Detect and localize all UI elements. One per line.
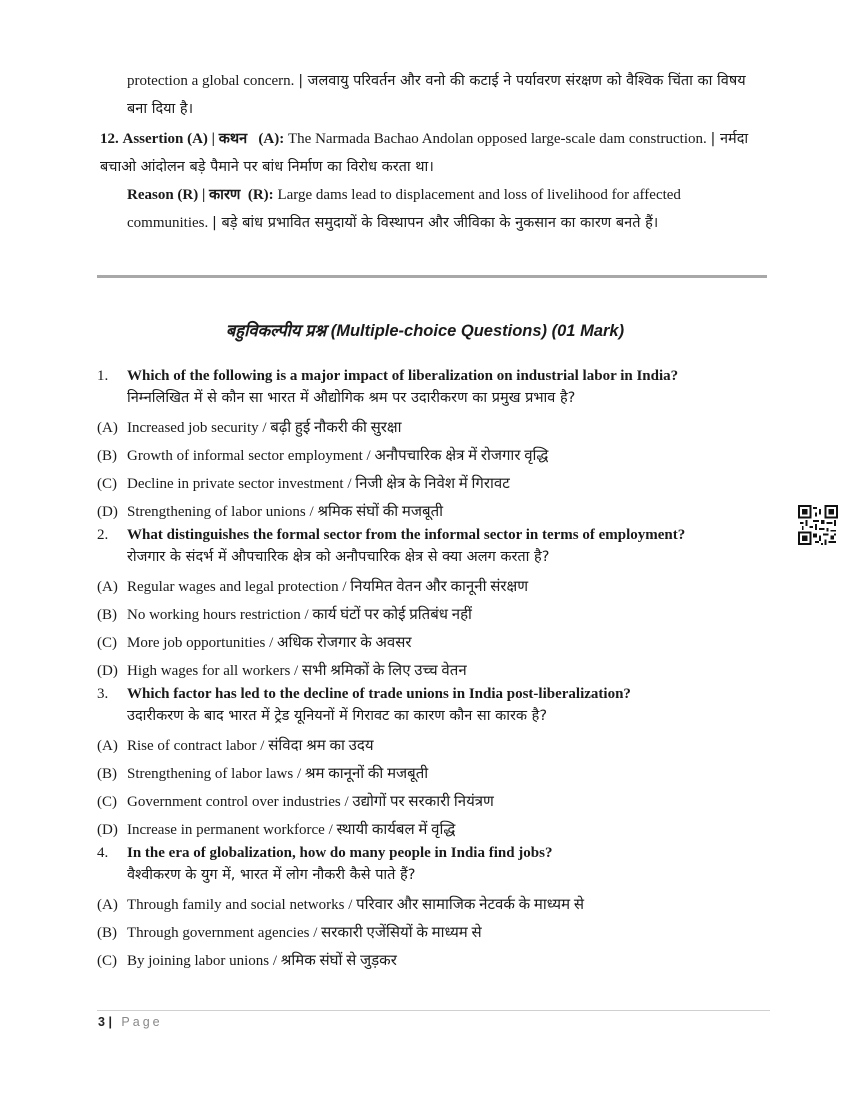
option-label: (A) xyxy=(97,579,118,595)
option-text: Strengthening of labor laws / श्रम कानूनों की मजबूती xyxy=(127,766,429,782)
assertion-block xyxy=(100,125,760,181)
mcq-question-3 xyxy=(97,684,777,844)
mcq-question-1 xyxy=(97,366,777,526)
option-label: (B) xyxy=(97,766,117,782)
option-label: (B) xyxy=(97,607,117,623)
option-text: Growth of informal sector employment / अनौपचारिक क्षेत्र में रोजगार वृद्धि xyxy=(127,448,549,464)
mcq-option xyxy=(97,470,777,498)
option-label: (D) xyxy=(97,663,118,679)
option-label: (C) xyxy=(97,635,117,651)
assertion-english: The Narmada Bachao Andolan opposed large-scale dam construction. xyxy=(288,131,707,147)
option-text: Increased job security / बढ़ी हुई नौकरी की सुरक्षा xyxy=(127,420,402,436)
mcq-option xyxy=(97,788,777,816)
assertion-tag: (A): xyxy=(258,131,285,147)
option-text: Through family and social networks / परिवार और सामाजिक नेटवर्क के माध्यम से xyxy=(127,897,584,913)
mcq-question-2 xyxy=(97,525,777,685)
carryover-english: protection a global concern. xyxy=(127,73,295,89)
qr-code-icon xyxy=(798,505,838,545)
page-footer xyxy=(98,1015,163,1029)
option-text: Government control over industries / उद्योगों पर सरकारी नियंत्रण xyxy=(127,794,494,810)
reason-english: Large dams lead to displacement and loss of livelihood for affected communities. xyxy=(127,187,681,231)
reason-label: Reason (R) | xyxy=(127,187,206,203)
reason-block xyxy=(100,181,760,237)
mcq-question-text: What distinguishes the formal sector from the informal sector in terms of employment? xyxy=(127,527,686,543)
reason-tag: (R): xyxy=(247,187,274,203)
mcq-option xyxy=(97,498,777,526)
mcq-option xyxy=(97,601,777,629)
assertion-hindi: | नर्मदा बचाओ आंदोलन बड़े पैमाने पर बांध निर्माण का विरोध करता था। xyxy=(100,131,749,175)
option-label: (C) xyxy=(97,953,117,969)
reason-hindi: | बड़े बांध प्रभावित समुदायों के विस्थापन और जीविका के नुकसान का कारण बनते हैं। xyxy=(212,215,659,231)
question-12 xyxy=(100,125,760,237)
option-label: (C) xyxy=(97,794,117,810)
option-text: By joining labor unions / श्रमिक संघों से जुड़कर xyxy=(127,953,397,969)
mcq-option xyxy=(97,657,777,685)
mcq-question-hindi: निम्नलिखित में से कौन सा भारत में औद्योगिक श्रम पर उदारीकरण का प्रमुख प्रभाव है? xyxy=(127,390,576,406)
mcq-option xyxy=(97,732,777,760)
option-label: (B) xyxy=(97,448,117,464)
mcq-question-hindi: वैश्वीकरण के युग में, भारत में लोग नौकरी कैसे पाते हैं? xyxy=(127,867,416,883)
mcq-question-text: Which factor has led to the decline of trade unions in India post-liberalization? xyxy=(127,686,631,702)
option-text: Decline in private sector investment / निजी क्षेत्र के निवेश में गिरावट xyxy=(127,476,510,492)
option-text: Through government agencies / सरकारी एजेंसियों के माध्यम से xyxy=(127,925,482,941)
page-number: 3 xyxy=(98,1015,105,1029)
option-label: (A) xyxy=(97,420,118,436)
mcq-option xyxy=(97,947,777,975)
mcq-option xyxy=(97,760,777,788)
section-heading: बहुविकल्पीय प्रश्न (Multiple-choice Questions) (01 Mark) xyxy=(225,322,625,340)
footer-separator: | xyxy=(108,1015,112,1029)
option-text: Regular wages and legal protection / नियमित वेतन और कानूनी संरक्षण xyxy=(127,579,529,595)
mcq-question-hindi: उदारीकरण के बाद भारत में ट्रेड यूनियनों में गिरावट का कारण कौन सा कारक है? xyxy=(127,708,548,724)
mcq-question-text: Which of the following is a major impact of liberalization on industrial labor in India? xyxy=(127,368,679,384)
mcq-option xyxy=(97,919,777,947)
mcq-question-hindi: रोजगार के संदर्भ में औपचारिक क्षेत्र को अनौपचारिक क्षेत्र से क्या अलग करता है? xyxy=(127,549,550,565)
footer-divider xyxy=(97,1010,770,1011)
mcq-option xyxy=(97,414,777,442)
mcq-option xyxy=(97,629,777,657)
mcq-number: 3. xyxy=(97,686,109,702)
mcq-number: 2. xyxy=(97,527,109,543)
option-label: (C) xyxy=(97,476,117,492)
page-word: Page xyxy=(121,1015,163,1029)
reason-label-hindi: कारण xyxy=(209,187,241,203)
option-text: Rise of contract labor / संविदा श्रम का उदय xyxy=(127,738,374,754)
mcq-option xyxy=(97,442,777,470)
option-text: High wages for all workers / सभी श्रमिकों के लिए उच्च वेतन xyxy=(127,663,467,679)
option-label: (B) xyxy=(97,925,117,941)
option-label: (A) xyxy=(97,897,118,913)
mcq-option xyxy=(97,573,777,601)
section-divider xyxy=(97,275,767,278)
option-text: More job opportunities / अधिक रोजगार के अवसर xyxy=(127,635,412,651)
carryover-paragraph xyxy=(127,67,757,123)
option-text: Strengthening of labor unions / श्रमिक संघों की मजबूती xyxy=(127,504,444,520)
carryover-hindi: | जलवायु परिवर्तन और वनो की कटाई ने पर्यावरण संरक्षण को वैश्विक चिंता का विषय बना दिया है। xyxy=(127,73,746,117)
option-label: (A) xyxy=(97,738,118,754)
assertion-label: Assertion (A) | xyxy=(122,131,215,147)
mcq-option xyxy=(97,891,777,919)
assertion-label-hindi: कथन xyxy=(218,131,248,147)
mcq-number: 1. xyxy=(97,368,109,384)
option-text: No working hours restriction / कार्य घंटों पर कोई प्रतिबंध नहीं xyxy=(127,607,472,623)
mcq-question-text: In the era of globalization, how do many people in India find jobs? xyxy=(127,845,553,861)
option-label: (D) xyxy=(97,504,118,520)
option-text: Increase in permanent workforce / स्थायी कार्यबल में वृद्धि xyxy=(127,822,456,838)
option-label: (D) xyxy=(97,822,118,838)
question-number: 12. xyxy=(100,131,119,147)
mcq-question-4 xyxy=(97,843,777,975)
mcq-number: 4. xyxy=(97,845,109,861)
mcq-option xyxy=(97,816,777,844)
